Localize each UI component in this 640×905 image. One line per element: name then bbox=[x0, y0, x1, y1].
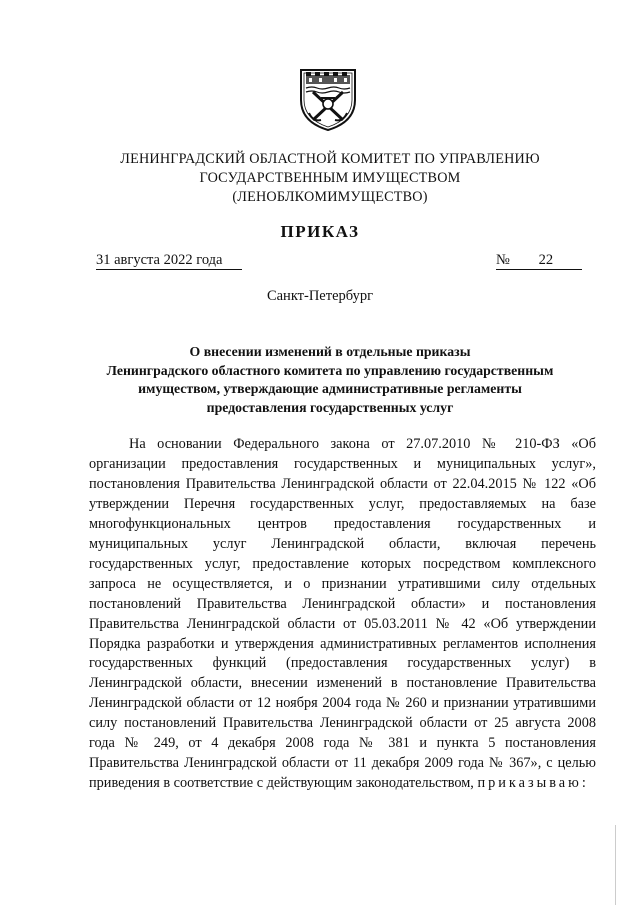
number-value: 22 bbox=[510, 251, 582, 270]
coat-of-arms-icon bbox=[297, 58, 359, 132]
document-number bbox=[496, 251, 582, 270]
subject-line-2: Ленинградского областного комитета по управлению государственным bbox=[106, 362, 554, 378]
subject-line-3: имуществом, утверждающие административные регламенты bbox=[138, 381, 522, 397]
body-paragraph bbox=[89, 435, 596, 794]
organization-header bbox=[60, 150, 600, 207]
subject-line-1: О внесении изменений в отдельные приказы bbox=[189, 344, 471, 359]
document-city: Санкт-Петербург bbox=[266, 288, 374, 304]
document-subject bbox=[80, 343, 580, 417]
organization-line-3: (ЛЕНОБЛКОМИМУЩЕСТВО) bbox=[232, 189, 428, 205]
document-type: ПРИКАЗ bbox=[280, 222, 360, 241]
number-sign: № bbox=[496, 252, 510, 268]
scan-margin-line bbox=[615, 825, 616, 905]
subject-line-4: предоставления государственных услуг bbox=[206, 399, 454, 415]
organization-line-1: ЛЕНИНГРАДСКИЙ ОБЛАСТНОЙ КОМИТЕТ ПО УПРАВЛЕНИЮ bbox=[120, 151, 540, 167]
body-text: На основании Федерального закона от 27.07.2010 № 210-ФЗ «Об организации предоставления государственных и муниципальных услуг», постановления Правительства Ленинградской области от 22.04.2015 № 122 «Об утверждении Перечня государственных услуг, предоставляемых на базе многофункциональных центров предоставления государственных и муниципальных услуг Ленинградской области, включая перечень государственных услуг, предоставление которых посредством комплексного запроса не осуществляется, и о признании утратившими силу отдельных постановлений Правительства Ленинградской области» и постановления Правительства Ленинградской области от 05.03.2011 № 42 «Об утверждении Порядка разработки и утверждения административных регламентов исполнения государственных функций (предоставления государственных услуг) в Ленинградской области, внесении изменений в постановление Правительства Ленинградской области от 12 ноября 2004 года № 260 и признании утратившими силу постановлений Правительства Ленинградской области от 25 августа 2008 года № 249, от 4 декабря 2008 года № 381 и пункта 5 постановления Правительства Ленинградской области от 11 декабря 2009 года № 367», с целью приведения в соответствие с действующим законодательством, bbox=[89, 436, 596, 792]
document-date: 31 августа 2022 года bbox=[96, 251, 242, 270]
decree-word: приказываю: bbox=[477, 775, 589, 792]
organization-line-2: ГОСУДАРСТВЕННЫМ ИМУЩЕСТВОМ bbox=[199, 170, 461, 186]
